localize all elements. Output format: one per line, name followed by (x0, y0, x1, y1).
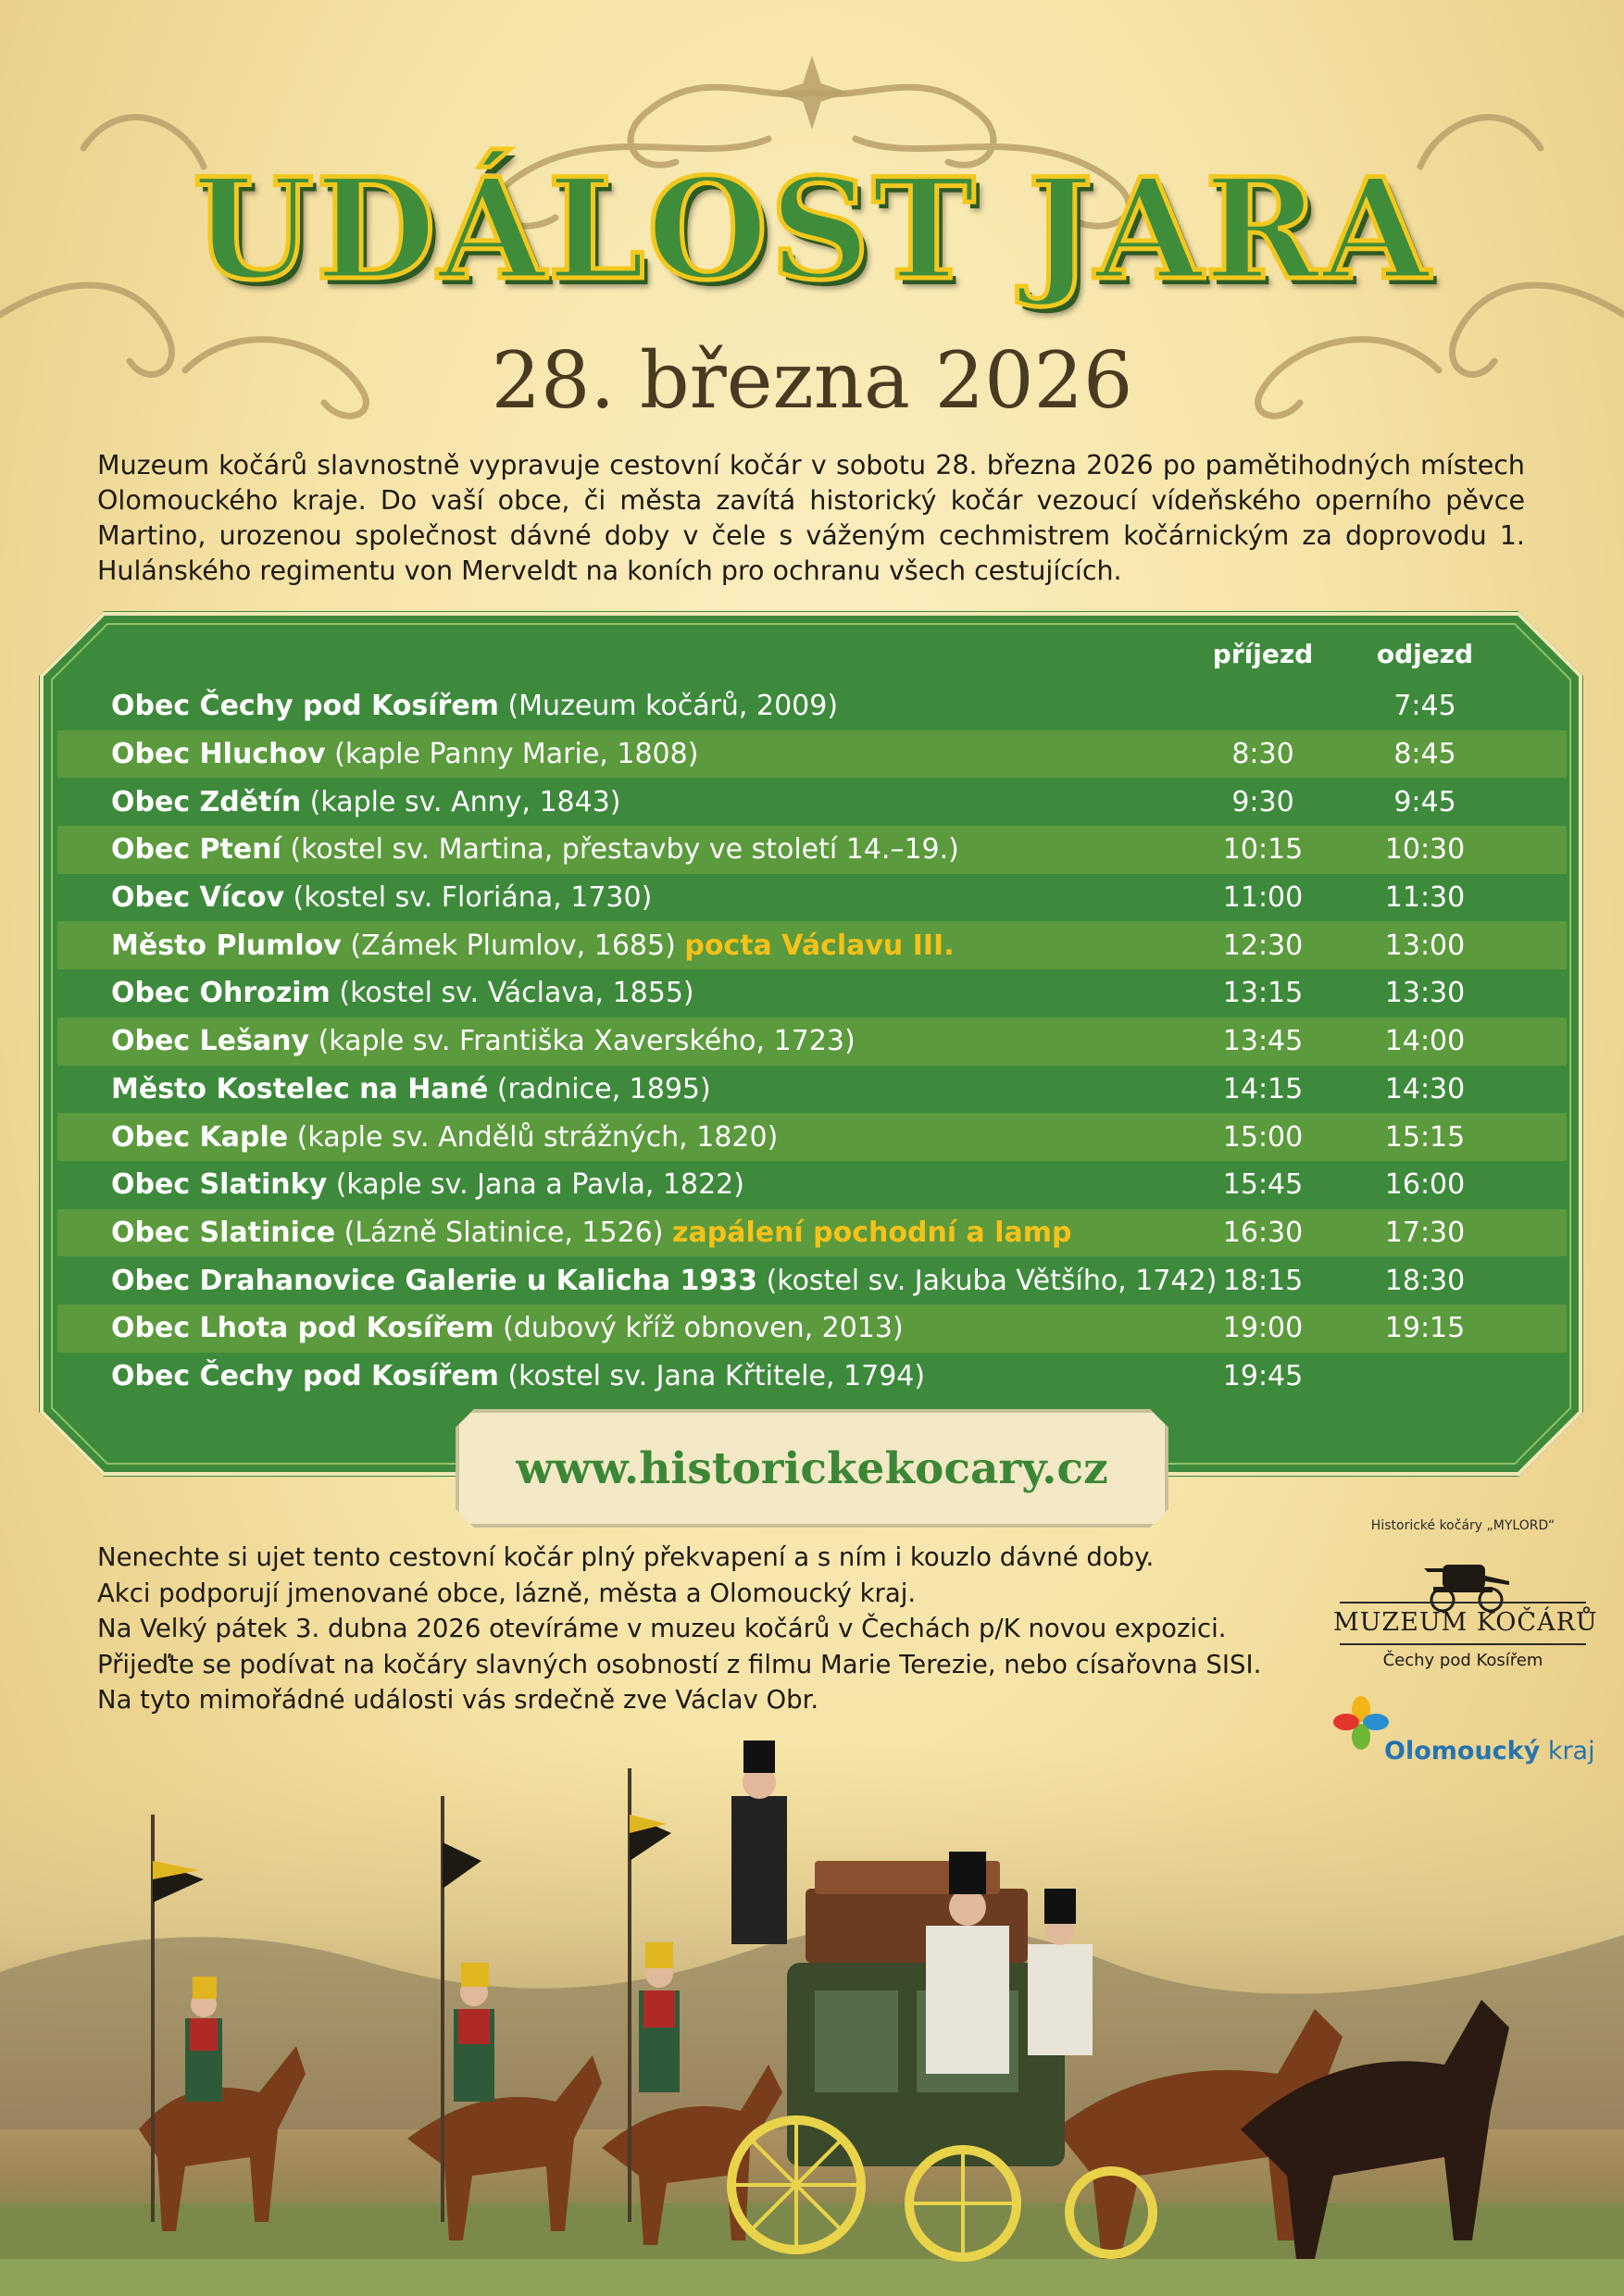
departure-time: 9:45 (1393, 785, 1456, 818)
schedule-row (57, 730, 1567, 779)
stop-detail: (dubový kříž obnoven, 2013) (493, 1312, 904, 1345)
museum-logo-rule-bottom (1340, 1643, 1586, 1645)
stop-name: Obec Lešany (111, 1025, 310, 1058)
stop-name: Obec Slatinice (111, 1216, 336, 1249)
column-header-arrival: příjezd (1212, 639, 1314, 669)
arrival-time: 16:30 (1222, 1216, 1304, 1249)
departure-time: 16:00 (1384, 1168, 1466, 1202)
stop-name: Město Plumlov (111, 929, 342, 962)
stop-name: Obec Kaple (111, 1120, 289, 1154)
schedule-row (57, 1066, 1567, 1114)
footer-line: Akci podporují jmenované obce, lázně, města a Olomoucký kraj. (97, 1578, 917, 1608)
stop-place (111, 1217, 1072, 1249)
stop-detail: (kaple sv. Františka Xaverského, 1723) (309, 1025, 856, 1058)
museum-logo-subtitle: Čechy pod Kosířem (1382, 1651, 1543, 1670)
departure-time: 15:15 (1384, 1120, 1466, 1154)
stop-detail: (kaple sv. Jana a Pavla, 1822) (327, 1168, 744, 1202)
footer-line: Na tyto mimořádné události vás srdečně zve Václav Obr. (97, 1685, 819, 1715)
stop-place (111, 738, 698, 770)
stop-place (111, 1073, 711, 1105)
arrival-time: 10:15 (1222, 833, 1304, 867)
stop-name: Obec Ohrozim (111, 977, 331, 1010)
arrival-time: 11:00 (1222, 881, 1304, 915)
museum-logo-arc-text: Historické kočáry „MYLORD“ (1370, 1518, 1555, 1533)
stop-place (111, 833, 959, 866)
departure-time: 14:30 (1384, 1072, 1466, 1105)
column-header-departure: odjezd (1376, 639, 1474, 669)
stop-place (111, 690, 838, 722)
departure-time: 14:00 (1384, 1025, 1466, 1058)
schedule-row (57, 1304, 1567, 1353)
stop-highlight: pocta Václavu III. (684, 929, 955, 962)
event-title: UDÁLOST JARA (193, 148, 1431, 311)
arrival-time: 8:30 (1231, 738, 1294, 771)
stop-detail: (kaple sv. Andělů strážných, 1820) (288, 1120, 779, 1154)
stop-place (111, 1121, 778, 1154)
stop-place (111, 1025, 856, 1057)
stop-detail: (kostel sv. Jakuba Většího, 1742) (757, 1264, 1218, 1297)
stop-detail: (kostel sv. Jana Křtitele, 1794) (498, 1359, 926, 1392)
schedule-row (57, 1017, 1567, 1066)
website-link[interactable]: www.historickekocary.cz (516, 1442, 1108, 1494)
schedule-row (57, 1353, 1567, 1401)
procession-photo (0, 1741, 1624, 2296)
departure-time: 18:30 (1384, 1264, 1466, 1297)
schedule-row (57, 874, 1567, 922)
stop-detail: (kaple sv. Anny, 1843) (301, 785, 621, 818)
arrival-time: 19:45 (1222, 1359, 1304, 1392)
stop-place (111, 786, 621, 818)
stop-place (111, 977, 694, 1009)
arrival-time: 19:00 (1222, 1312, 1304, 1345)
museum-logo-rule-top (1340, 1602, 1586, 1603)
intro-paragraph: Muzeum kočárů slavnostně vypravuje cestovní kočár v sobotu 28. března 2026 po pamětihodných místech Olomouckého kraje. Do vaší obce, či města zavítá historický kočár vezoucí vídeňského operního pěvce Martino, urozenou společnost dávné doby v čele s váženým cechmistrem kočárnickým za doprovodu 1. Hulánského regimentu von Merveldt na koních pro ochranu všech cestujících. (97, 450, 1525, 586)
stop-name: Obec Ptení (111, 833, 281, 867)
arrival-time: 9:30 (1231, 785, 1294, 818)
arrival-time: 15:45 (1222, 1168, 1304, 1202)
departure-time: 8:45 (1393, 738, 1456, 771)
departure-time: 10:30 (1384, 833, 1466, 867)
schedule-row (57, 1113, 1567, 1161)
event-date: 28. března 2026 (491, 335, 1133, 426)
stop-place (111, 1312, 904, 1344)
departure-time: 13:30 (1384, 977, 1466, 1010)
stop-place (111, 1265, 1217, 1297)
stop-name: Město Kostelec na Hané (111, 1072, 489, 1105)
stop-name: Obec Drahanovice Galerie u Kalicha 1933 (111, 1264, 758, 1297)
stop-detail: (kostel sv. Floriána, 1730) (284, 881, 653, 915)
departure-time: 19:15 (1384, 1312, 1466, 1345)
arrival-time: 14:15 (1222, 1072, 1304, 1105)
stop-place (111, 930, 955, 962)
stop-detail: (kostel sv. Václava, 1855) (330, 977, 694, 1010)
schedule-row (57, 682, 1567, 730)
stop-place (111, 1360, 925, 1392)
stop-detail: (Lázně Slatinice, 1526) (335, 1216, 673, 1249)
schedule-row (57, 778, 1567, 826)
departure-time: 11:30 (1384, 881, 1466, 915)
stop-name: Obec Slatinky (111, 1168, 328, 1202)
departure-time: 13:00 (1384, 929, 1466, 962)
footer-line: Nenechte si ujet tento cestovní kočár plný překvapení a s ním i kouzlo dávné doby. (97, 1542, 1155, 1572)
schedule-row (57, 969, 1567, 1017)
arrival-time: 13:45 (1222, 1025, 1304, 1058)
footer-line: Přijeďte se podívat na kočáry slavných osobností z filmu Marie Terezie, nebo císařovna SISI. (97, 1649, 1262, 1679)
schedule-row (57, 1161, 1567, 1209)
stop-detail: (kostel sv. Martina, přestavby ve století 14.–19.) (281, 833, 959, 867)
schedule-row (57, 1209, 1567, 1257)
stop-detail: (kaple Panny Marie, 1808) (325, 738, 699, 771)
schedule-row (57, 921, 1567, 969)
footer-text (97, 1540, 1338, 1718)
stop-name: Obec Vícov (111, 881, 285, 915)
arrival-time: 18:15 (1222, 1264, 1304, 1297)
arrival-time: 15:00 (1222, 1120, 1304, 1154)
stop-name: Obec Hluchov (111, 738, 326, 771)
stop-name: Obec Zdětín (111, 785, 302, 818)
footer-line: Na Velký pátek 3. dubna 2026 otevíráme v muzeu kočárů v Čechách p/K novou expozici. (97, 1614, 1227, 1643)
stop-name: Obec Lhota pod Kosířem (111, 1312, 494, 1345)
schedule-row (57, 826, 1567, 874)
arrival-time: 12:30 (1222, 929, 1304, 962)
stop-name: Obec Čechy pod Kosířem (111, 690, 499, 723)
schedule-rows (57, 682, 1567, 1400)
departure-time: 17:30 (1384, 1216, 1466, 1249)
stop-name: Obec Čechy pod Kosířem (111, 1359, 499, 1392)
schedule-row (57, 1256, 1567, 1304)
stop-place (111, 881, 652, 914)
arrival-time: 13:15 (1222, 977, 1304, 1010)
museum-logo-name: MUZEUM KOČÁRŮ (1333, 1608, 1598, 1637)
stop-detail: (Zámek Plumlov, 1685) (341, 929, 685, 962)
stop-detail: (radnice, 1895) (488, 1072, 711, 1105)
stop-highlight: zapálení pochodní a lamp (672, 1216, 1072, 1249)
stop-place (111, 1168, 744, 1201)
stop-detail: (Muzeum kočárů, 2009) (498, 690, 839, 723)
departure-time: 7:45 (1393, 690, 1456, 723)
